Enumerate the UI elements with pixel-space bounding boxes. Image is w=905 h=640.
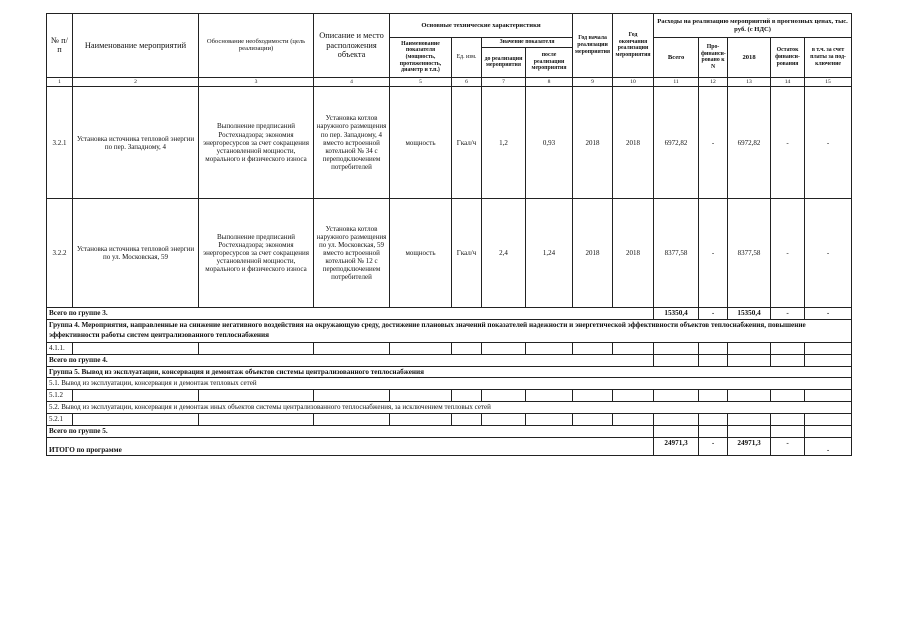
table-row [47, 199, 852, 308]
group3-total-row [47, 308, 852, 320]
group3-total-prof: - [699, 308, 728, 320]
column-number: 3 [199, 77, 314, 86]
header-total: Всего [654, 38, 699, 78]
group3-total-label: Всего по группе 3. [47, 308, 654, 320]
column-numbers-row [47, 77, 852, 86]
row-after: 0,93 [526, 87, 573, 199]
header-start-year: Год начала реализации мероприятия [573, 14, 613, 78]
group4-title-row [47, 320, 852, 342]
group5-subgroup-2: 5.2. Вывод из эксплуатации, консервация и демонтаж иных объектов системы централизованного теплоснабжения, за исключением тепловых сетей [47, 401, 852, 413]
row-id: 5.2.1 [47, 413, 73, 425]
row-2018: 6972,82 [728, 87, 771, 199]
document-sheet [46, 13, 852, 456]
table-row [47, 389, 852, 401]
row-rest: - [771, 199, 805, 308]
header-unit: Ед. изм. [452, 38, 482, 78]
header-prof: Про-финанси-ровано к N [699, 38, 728, 78]
header-rest: Остаток финанси-рования [771, 38, 805, 78]
row-incl: - [805, 199, 852, 308]
group3-total-2018: 15350,4 [728, 308, 771, 320]
column-number: 12 [699, 77, 728, 86]
row-start-year: 2018 [573, 199, 613, 308]
group3-total-rest: - [771, 308, 805, 320]
row-id: 3.2.1 [47, 87, 73, 199]
header-after: после реализации мероприятия [526, 47, 573, 77]
column-number: 7 [482, 77, 526, 86]
group3-total-sum: 15350,4 [654, 308, 699, 320]
column-number: 11 [654, 77, 699, 86]
column-number: 15 [805, 77, 852, 86]
group5-title-row [47, 366, 852, 377]
group5-subgroup-row [47, 401, 852, 413]
row-unit: Гкал/ч [452, 199, 482, 308]
group4-title: Группа 4. Мероприятия, направленные на снижение негативного воздействия на окружающую среду, достижение плановых значений показателей надежности и энергетической эффективности объектов теплоснабжения, повышение эффективности работы систем централизованного теплоснабжения [47, 320, 852, 342]
header-costs: Расходы на реализацию мероприятий в прогнозных ценах, тыс. руб. (с НДС) [654, 14, 852, 38]
header-2018: 2018 [728, 38, 771, 78]
header-end-year: Год окончания реализации мероприятия [613, 14, 654, 78]
program-table [46, 13, 852, 456]
program-total-2018: 24971,3 [728, 437, 771, 455]
header-ind-name: Наименование показателя (мощность, протяженность, диаметр и т.п.) [390, 38, 452, 78]
group5-subgroup-row [47, 377, 852, 389]
row-basis: Выполнение предписаний Ростехнадзора; экономия энергоресурсов за счет сокращения установленной мощности, морального и физического износа [199, 199, 314, 308]
row-before: 1,2 [482, 87, 526, 199]
header-before: до реализации мероприятия [482, 47, 526, 77]
column-number: 14 [771, 77, 805, 86]
row-after: 1,24 [526, 199, 573, 308]
group5-total-label: Всего по группе 5. [47, 425, 654, 437]
header-tech: Основные технические характеристики [390, 14, 573, 38]
row-total: 8377,58 [654, 199, 699, 308]
table-row [47, 413, 852, 425]
row-name: Установка источника тепловой энергии по ул. Московская, 59 [73, 199, 199, 308]
row-indicator: мощность [390, 87, 452, 199]
group4-total-row [47, 354, 852, 366]
row-prof: - [699, 87, 728, 199]
header-descr: Описание и место расположения объекта [314, 14, 390, 78]
row-before: 2,4 [482, 199, 526, 308]
row-id: 3.2.2 [47, 199, 73, 308]
column-number: 8 [526, 77, 573, 86]
row-unit: Гкал/ч [452, 87, 482, 199]
column-number: 5 [390, 77, 452, 86]
row-rest: - [771, 87, 805, 199]
column-number: 2 [73, 77, 199, 86]
group5-title: Группа 5. Вывод из эксплуатации, консервация и демонтаж объектов системы централизованного теплоснабжения [47, 366, 852, 377]
group4-total-label: Всего по группе 4. [47, 354, 654, 366]
program-total-incl: - [805, 437, 852, 455]
table-row [47, 87, 852, 199]
group5-subgroup-1: 5.1. Вывод из эксплуатации, консервация и демонтаж тепловых сетей [47, 377, 852, 389]
row-indicator: мощность [390, 199, 452, 308]
column-number: 4 [314, 77, 390, 86]
header-incl: в т.ч. за счет платы за под-ключение [805, 38, 852, 78]
header-name: Наименование мероприятий [73, 14, 199, 78]
table-row [47, 342, 852, 354]
row-id: 5.1.2 [47, 389, 73, 401]
row-2018: 8377,58 [728, 199, 771, 308]
row-end-year: 2018 [613, 87, 654, 199]
column-number: 13 [728, 77, 771, 86]
row-id: 4.1.1. [47, 342, 73, 354]
row-descr: Установка котлов наружного размещения по пер. Западному, 4 вместо встроенной котельной № 34 с переподключением потребителей [314, 87, 390, 199]
column-number: 10 [613, 77, 654, 86]
row-name: Установка источника тепловой энергии по пер. Западному, 4 [73, 87, 199, 199]
row-descr: Установка котлов наружного размещения по ул. Московская, 59 вместо встроенной котельной № 12 с переподключением потребителей [314, 199, 390, 308]
row-end-year: 2018 [613, 199, 654, 308]
group3-total-incl: - [805, 308, 852, 320]
program-total-rest: - [771, 437, 805, 455]
column-number: 6 [452, 77, 482, 86]
program-total-prof: - [699, 437, 728, 455]
row-basis: Выполнение предписаний Ростехнадзора; экономия энергоресурсов за счет сокращения установленной мощности, морального и физического износа [199, 87, 314, 199]
header-num: № п/п [47, 14, 73, 78]
column-number: 9 [573, 77, 613, 86]
header-ind-value: Значение показателя [482, 38, 573, 48]
program-total-label: ИТОГО по программе [47, 437, 654, 455]
program-total-sum: 24971,3 [654, 437, 699, 455]
row-start-year: 2018 [573, 87, 613, 199]
row-total: 6972,82 [654, 87, 699, 199]
program-total-row [47, 437, 852, 455]
group5-total-row [47, 425, 852, 437]
header-basis: Обоснование необходимости (цель реализации) [199, 14, 314, 78]
row-incl: - [805, 87, 852, 199]
row-prof: - [699, 199, 728, 308]
column-number: 1 [47, 77, 73, 86]
